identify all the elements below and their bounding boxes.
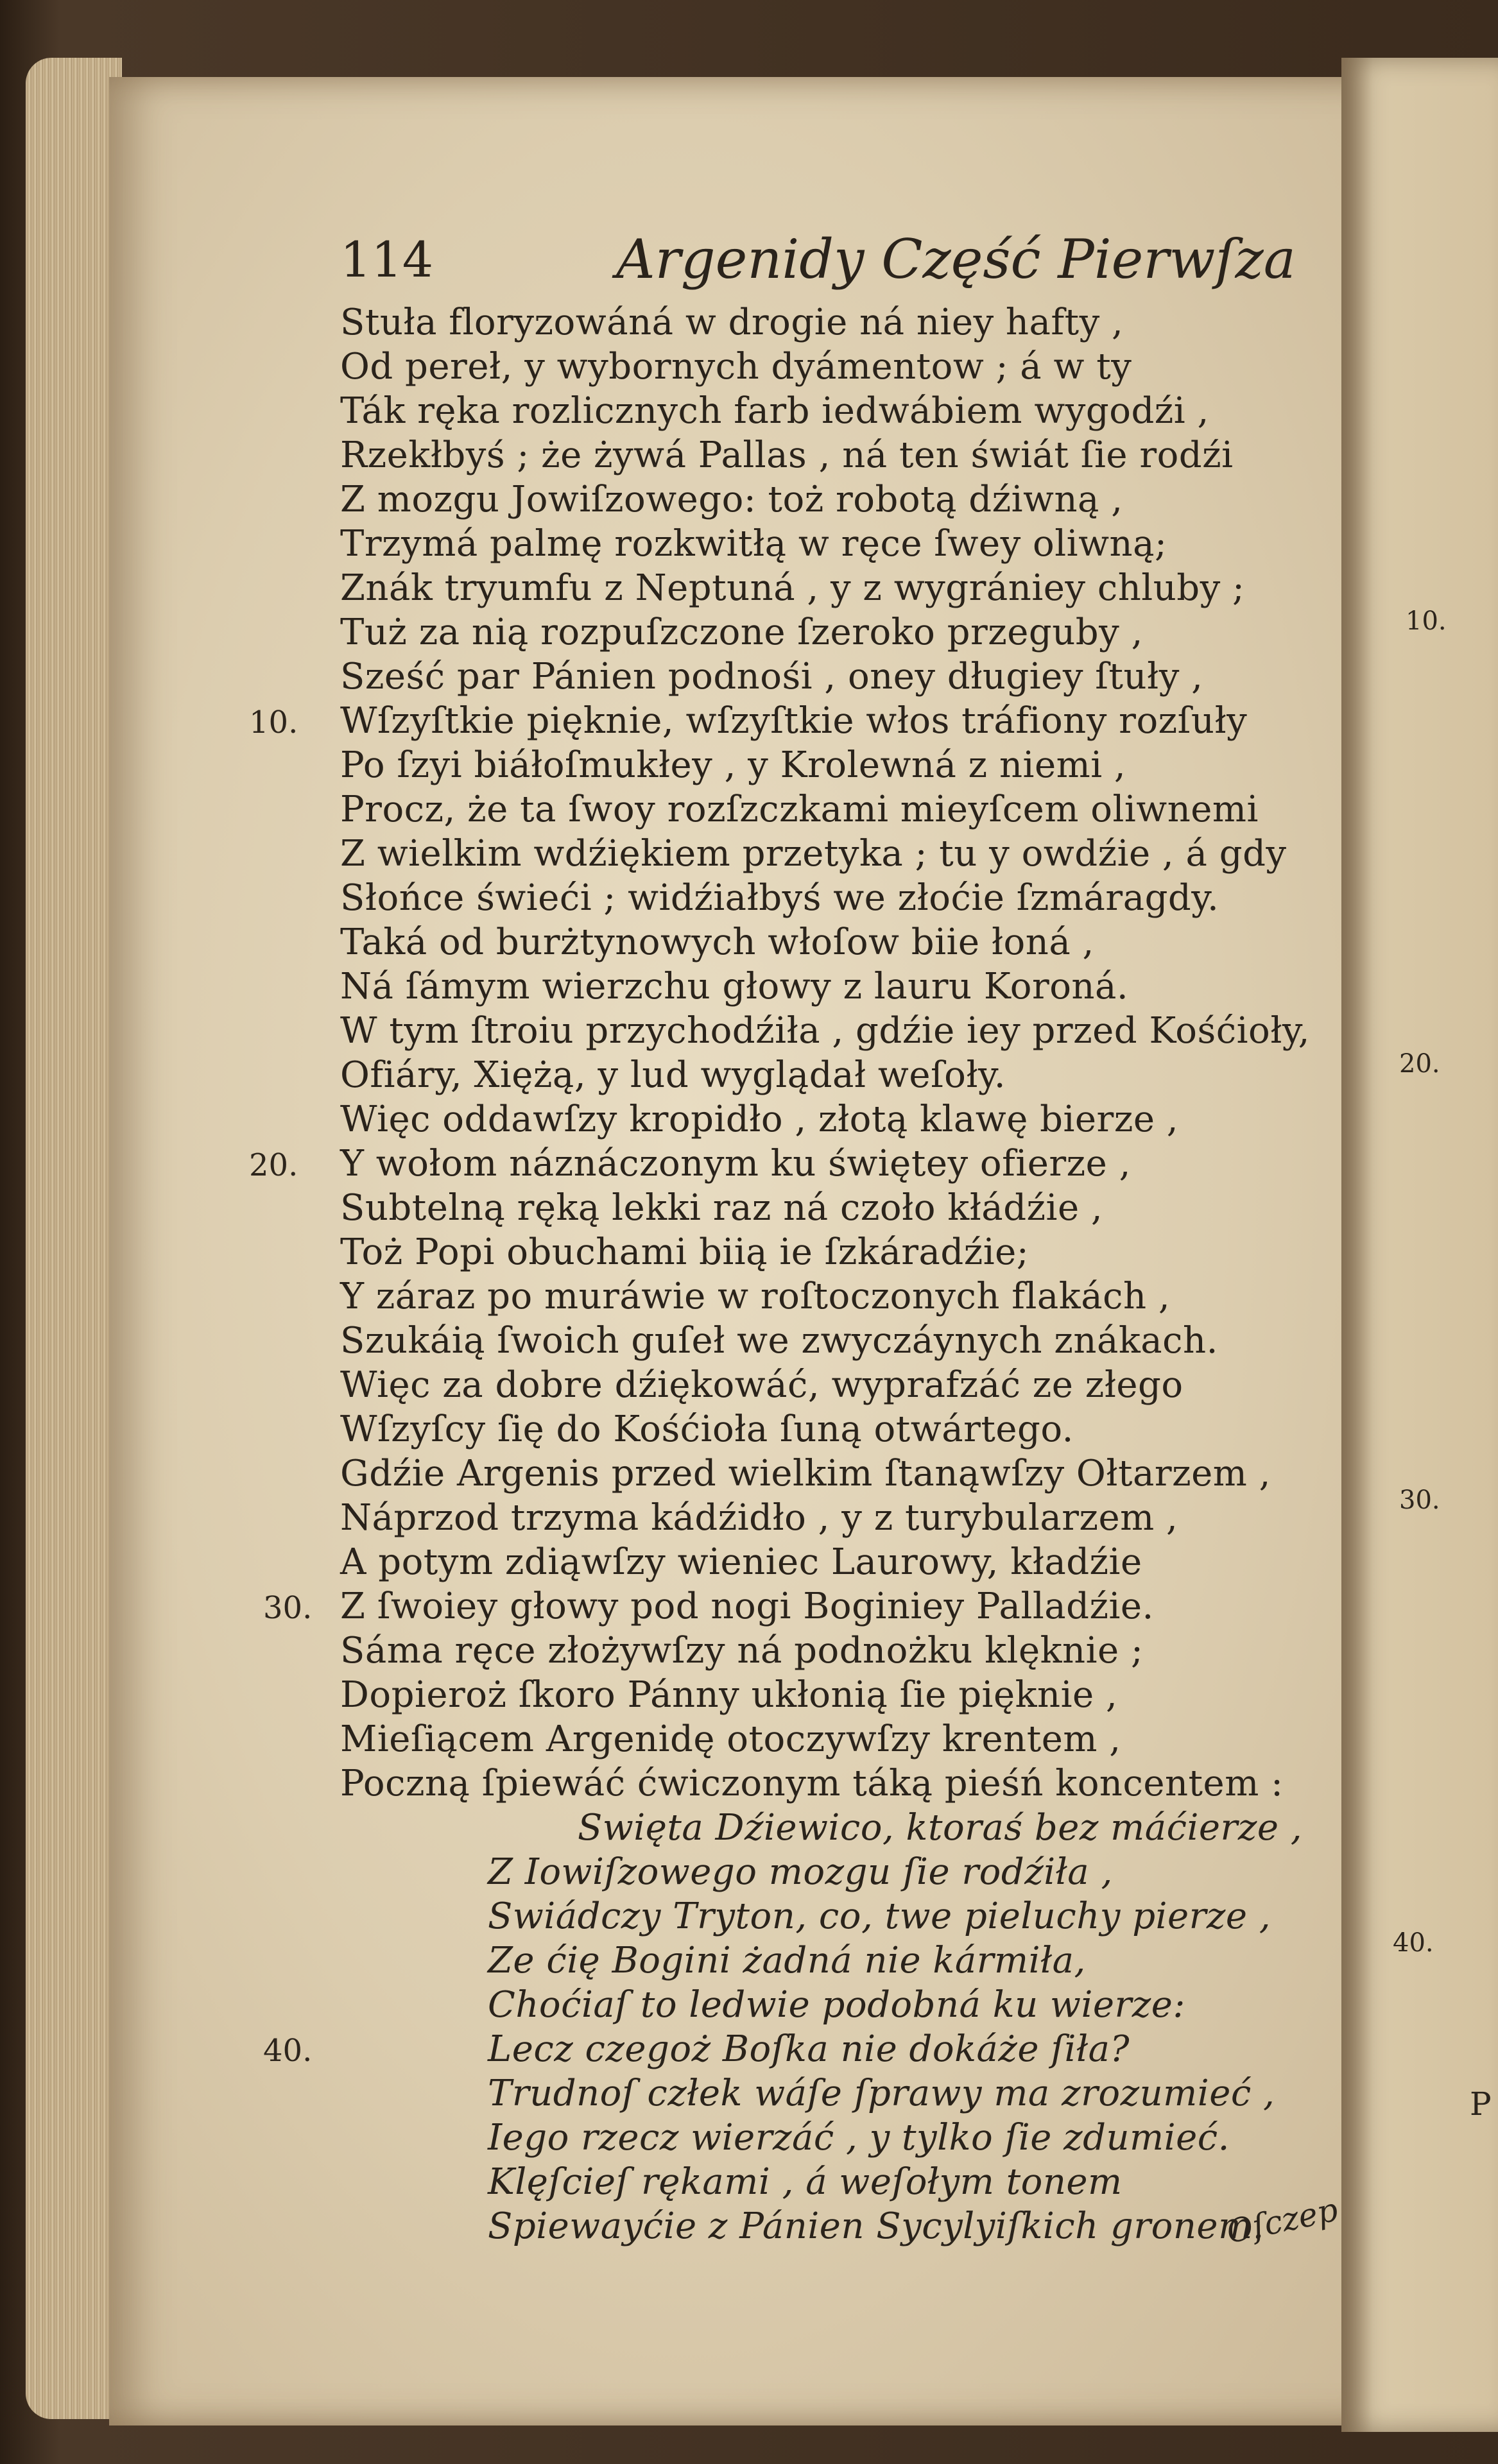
verse-line: Mieſiącem Argenidę otoczywſzy krentem , [340,1718,1121,1760]
verse-line: Ofiáry, Xiężą, y lud wyglądał weſoły. [340,1054,1006,1096]
verse-line: Z mozgu Jowiſzowego: toż robotą dźiwną , [340,479,1123,520]
line-number: 10. [249,705,298,740]
verse-line: Rzekłbyś ; że żywá Pallas , ná ten świát ſie rodźi [340,434,1234,476]
verse-line: Poczną ſpiewáć ćwiczonym táką pieśń koncentem : [340,1763,1284,1804]
verse-line: Z wielkim wdźiękiem przetyka ; tu y owdźie , á gdy [340,833,1287,875]
verse-line: Sáma ręce złożywſzy ná podnożku klęknie ; [340,1630,1144,1672]
verse-line: Ná ſámym wierzchu głowy z lauru Koroná. [340,966,1129,1007]
verse-line: Tuż za nią rozpuſzczone ſzeroko przeguby , [340,612,1143,653]
song-line: Spiewayćie z Pánien Sycylyiſkich gronem. [488,2205,1264,2247]
verse-line: Szukáią ſwoich guſeł we zwyczáynych znákach. [340,1320,1218,1362]
verse-line: Z ſwoiey głowy pod nogi Boginiey Palladźie. [340,1586,1154,1627]
song-line: Trudnoſ człek wáſe ſprawy ma zrozumieć , [488,2073,1275,2114]
verse-line: Taká od burżtynowych włoſow biie łoná , [340,921,1094,963]
verse-line: Toż Popi obuchami biią ie ſzkáradźie; [340,1231,1029,1273]
facing-edge-letter: P [1470,2085,1492,2123]
song-line: Klęſcieſ rękami , á weſołym tonem [488,2161,1123,2203]
song-line: Swięta Dźiewico, ktoraś bez máćierze , [578,1807,1303,1849]
facing-page-edge [1341,58,1498,2432]
verse-line: Po ſzyi biáłoſmukłey , y Krolewná z niemi , [340,744,1126,786]
song-line: Z Iowiſzowego mozgu ſie rodźiła , [488,1851,1113,1893]
verse-line: Y záraz po muráwie w roſtoczonych flakách , [340,1276,1171,1317]
verse-line: Procz, że ta ſwoy rozſzczkami mieyſcem oliwnemi [340,789,1259,830]
line-number: 30. [263,1590,313,1626]
verse-line: Wſzyſcy ſię do Kośćioła ſuną otwártego. [340,1408,1074,1450]
verse-line: Stuła floryzowáná w drogie ná niey hafty , [340,302,1124,343]
verse-line: Náprzod trzyma kádźidło , y z turybularzem , [340,1497,1178,1539]
facing-line-number: 10. [1406,606,1447,636]
facing-line-number: 20. [1399,1049,1440,1079]
verse-line: Trzymá palmę rozkwitłą w ręce ſwey oliwną; [340,523,1167,565]
song-line: Ze ćię Bogini żadná nie kármiła, [488,1940,1086,1981]
facing-line-number: 40. [1393,1928,1434,1958]
verse-line: Gdźie Argenis przed wielkim ſtanąwſzy Ołtarzem , [340,1453,1271,1494]
song-line: Swiádczy Tryton, co, twe pieluchy pierze , [488,1895,1271,1937]
verse-line: Y wołom náznáczonym ku świętey ofierze , [340,1143,1131,1185]
line-number: 40. [263,2033,313,2069]
verse-line: Sześć par Pánien podnośi , oney długiey ſtuły , [340,656,1203,697]
running-title: Argenidy Część Pierwſza [616,228,1296,291]
verse-line: Słońce świeći ; widźiałbyś we złoćie ſzmáragdy. [340,877,1219,919]
page-number: 114 [340,231,434,288]
verse-line: Subtelną ręką lekki raz ná czoło kłádźie , [340,1187,1103,1229]
verse-line: Wſzyſtkie pięknie, wſzyſtkie włos tráfiony rozſuły [340,700,1248,742]
verse-line: Więc za dobre dźiękowáć, wyprafzáć ze złego [340,1364,1184,1406]
verse-line: W tym ſtroiu przychodźiła , gdźie iey przed Kośćioły, [340,1010,1310,1052]
verse-line: Znák tryumfu z Neptuná , y z wygrániey chluby ; [340,567,1245,609]
song-line: Choćiaſ to ledwie podobná ku wierze: [488,1984,1185,2026]
verse-line: Dopieroż ſkoro Pánny ukłonią ſie pięknie , [340,1674,1118,1716]
facing-line-number: 30. [1399,1485,1440,1515]
verse-line: Więc oddawſzy kropidło , złotą klawę bierze , [340,1099,1179,1140]
verse-line: Od pereł, y wybornych dyámentow ; á w ty [340,346,1132,388]
song-line: Lecz czegoż Boſka nie dokáże ſiła? [488,2028,1130,2070]
song-line: Iego rzecz wierzáć , y tylko ſie zdumieć. [488,2117,1230,2159]
page-edges [26,58,122,2419]
verse-line: A potym zdiąwſzy wieniec Laurowy, kładźie [340,1541,1142,1583]
verse-line: Ták ręka rozlicznych farb iedwábiem wygodźi , [340,390,1209,432]
catchword: Oſczep [1223,2191,1341,2251]
line-number: 20. [249,1147,298,1183]
